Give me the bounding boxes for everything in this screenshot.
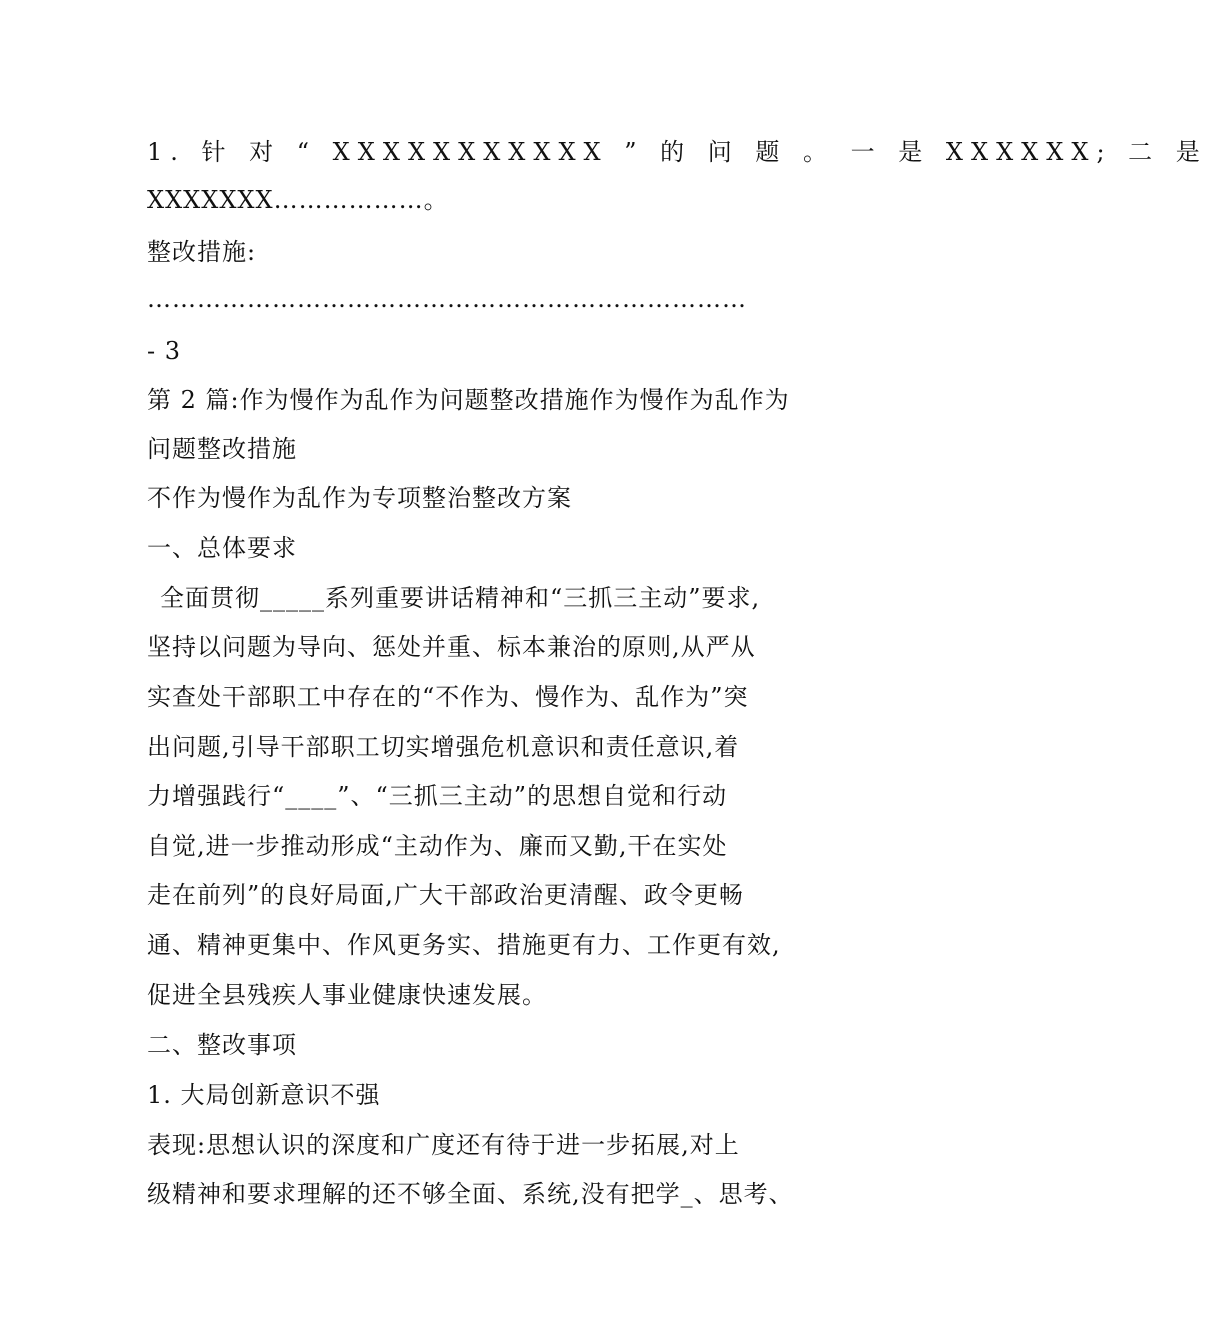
heading-rectification-items: 二、整改事项 (147, 1031, 297, 1059)
paragraph-line: 促进全县残疾人事业健康快速发展。 (147, 981, 547, 1009)
paragraph-line: 出问题,引导干部职工切实增强危机意识和责任意识,着 (147, 733, 740, 761)
paragraph-line: 自觉,进一步推动形成“主动作为、廉而又勤,干在实处 (147, 832, 728, 860)
text-line-issue-1: 1. 针 对 “ XXXXXXXXXXX ” 的 问 题 。 一 是 XXXXXX; 二 是 (147, 138, 1208, 166)
paragraph-line: 级精神和要求理解的还不够全面、系统,没有把学_、思考、 (147, 1180, 794, 1208)
heading-overall-requirements: 一、总体要求 (147, 534, 297, 562)
paragraph-line: 全面贯彻_____系列重要讲话精神和“三抓三主动”要求, (160, 584, 761, 612)
section-heading-article-2: 第 2 篇:作为慢作为乱作为问题整改措施作为慢作为乱作为 (147, 386, 790, 414)
subheading-item-1: 1. 大局创新意识不强 (147, 1081, 381, 1109)
page-number: - 3 (147, 337, 182, 365)
paragraph-line: 坚持以问题为导向、惩处并重、标本兼治的原则,从严从 (147, 633, 756, 661)
paragraph-line: 实查处干部职工中存在的“不作为、慢作为、乱作为”突 (147, 683, 749, 711)
paragraph-line: 表现:思想认识的深度和广度还有待于进一步拓展,对上 (147, 1131, 740, 1159)
text-line-rectification-label: 整改措施: (147, 238, 257, 266)
section-heading-article-2-cont: 问题整改措施 (147, 435, 297, 463)
paragraph-line: 走在前列”的良好局面,广大干部政治更清醒、政令更畅 (147, 881, 744, 909)
document-title: 不作为慢作为乱作为专项整治整改方案 (147, 484, 572, 512)
text-line-ellipsis: ……………………………………………………………… (147, 285, 747, 313)
paragraph-line: 力增强践行“____”、“三抓三主动”的思想自觉和行动 (147, 782, 728, 810)
text-line-issue-1-cont: XXXXXXX………………。 (147, 186, 449, 214)
paragraph-line: 通、精神更集中、作风更务实、措施更有力、工作更有效, (147, 931, 781, 959)
